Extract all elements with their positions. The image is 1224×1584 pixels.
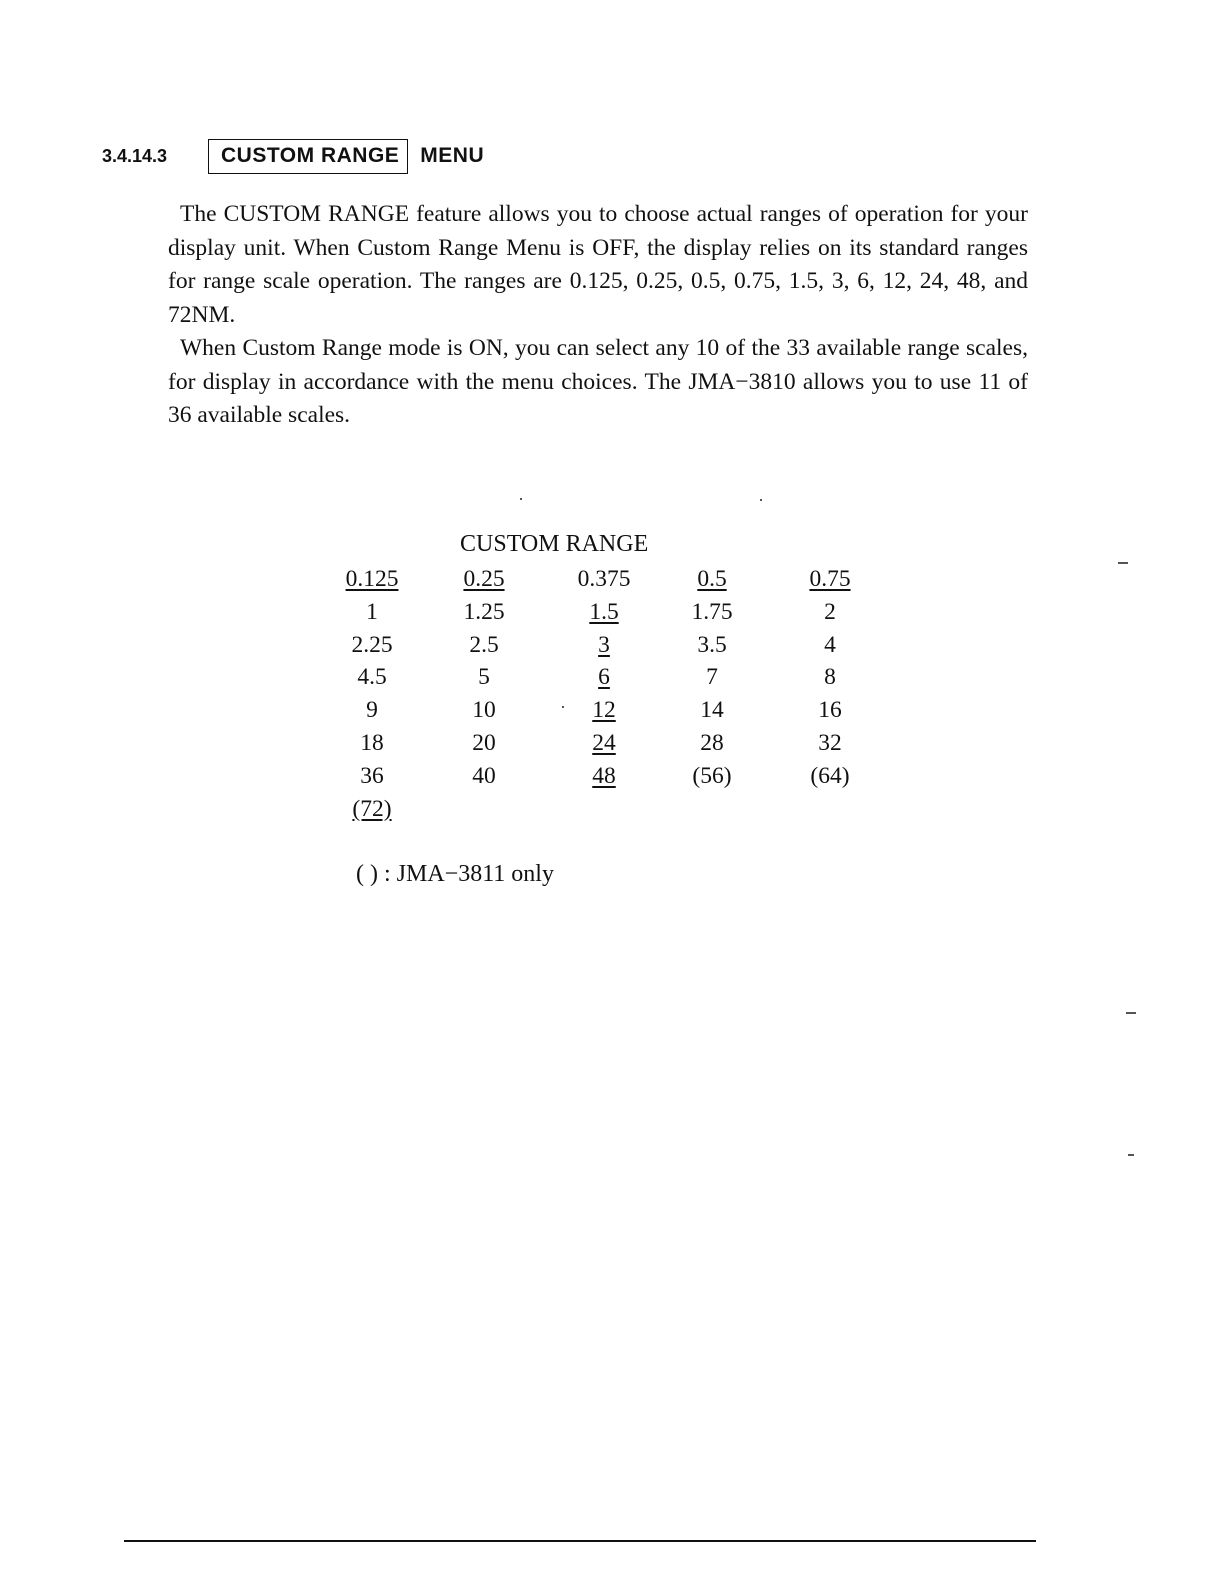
range-cell bbox=[444, 760, 524, 793]
range-value: 3 bbox=[598, 631, 610, 658]
range-row bbox=[332, 596, 872, 629]
range-cell bbox=[332, 727, 412, 760]
range-value: 2 bbox=[824, 598, 836, 625]
range-row bbox=[332, 563, 872, 596]
scan-speck bbox=[1126, 1012, 1136, 1014]
range-row bbox=[332, 727, 872, 760]
section-number: 3.4.14.3 bbox=[102, 145, 168, 166]
range-row bbox=[332, 629, 872, 662]
custom-range-table bbox=[332, 563, 872, 825]
range-cell bbox=[790, 694, 870, 727]
range-row bbox=[332, 661, 872, 694]
range-cell bbox=[790, 661, 870, 694]
range-cell bbox=[672, 760, 752, 793]
range-cell bbox=[672, 596, 752, 629]
range-value: 18 bbox=[360, 729, 384, 756]
range-cell bbox=[332, 563, 412, 596]
range-cell bbox=[332, 694, 412, 727]
range-value: 3.5 bbox=[697, 631, 727, 658]
range-row bbox=[332, 793, 872, 826]
range-value: 4 bbox=[824, 631, 836, 658]
menu-word: MENU bbox=[420, 144, 485, 167]
range-value: 28 bbox=[700, 729, 724, 756]
range-value: 1 bbox=[366, 598, 378, 625]
range-value: 48 bbox=[592, 762, 616, 789]
range-cell bbox=[790, 727, 870, 760]
paragraph-custom-range-off: The CUSTOM RANGE feature allows you to choose actual ranges of operation for your display unit. When Custom Range Menu is OFF, the display relies on its standard ranges for range scale operation. The ranges are 0.125, 0.25, 0.5, 0.75, 1.5, 3, 6, 12, 24, 48, and 72NM. bbox=[168, 201, 1028, 328]
range-value: (64) bbox=[810, 762, 850, 789]
custom-range-table-title: CUSTOM RANGE bbox=[460, 531, 649, 557]
range-cell bbox=[564, 727, 644, 760]
range-cell bbox=[790, 596, 870, 629]
range-value: 7 bbox=[706, 664, 718, 691]
footer-rule bbox=[124, 1540, 1036, 1542]
range-value: 36 bbox=[360, 762, 384, 789]
range-cell bbox=[790, 563, 870, 596]
section-heading bbox=[102, 136, 484, 176]
scan-speck bbox=[760, 499, 762, 501]
range-cell bbox=[790, 629, 870, 662]
range-cell bbox=[564, 661, 644, 694]
range-value: 40 bbox=[472, 762, 496, 789]
range-cell bbox=[332, 596, 412, 629]
scan-speck bbox=[1118, 562, 1128, 564]
range-cell bbox=[332, 793, 412, 826]
range-cell bbox=[444, 629, 524, 662]
scan-speck bbox=[1128, 1154, 1134, 1156]
range-value: 2.25 bbox=[351, 631, 393, 658]
range-value: 4.5 bbox=[357, 664, 387, 691]
jma-3811-footnote: ( ) : JMA−3811 only bbox=[356, 861, 554, 887]
range-cell bbox=[672, 727, 752, 760]
range-value: 1.75 bbox=[691, 598, 733, 625]
range-value: 10 bbox=[472, 697, 496, 724]
range-cell bbox=[564, 760, 644, 793]
paragraph-custom-range-on: When Custom Range mode is ON, you can select any 10 of the 33 available range scales, for display in accordance with the menu choices. The JMA−3810 allows you to use 11 of 36 available scales. bbox=[168, 335, 1028, 428]
range-value: 24 bbox=[592, 729, 616, 756]
range-value: 8 bbox=[824, 664, 836, 691]
range-cell bbox=[332, 661, 412, 694]
range-value: 9 bbox=[366, 697, 378, 724]
range-value: 0.75 bbox=[809, 566, 851, 592]
range-value: 2.5 bbox=[469, 631, 499, 658]
range-cell bbox=[564, 563, 644, 596]
range-cell bbox=[790, 760, 870, 793]
range-value: 16 bbox=[818, 697, 842, 724]
range-row bbox=[332, 760, 872, 793]
range-value: 12 bbox=[592, 697, 616, 724]
boxed-menu-title: CUSTOM RANGE bbox=[208, 139, 408, 174]
scan-speck bbox=[562, 706, 564, 708]
range-cell bbox=[444, 596, 524, 629]
range-cell bbox=[564, 596, 644, 629]
range-cell bbox=[444, 694, 524, 727]
range-value: 0.25 bbox=[463, 566, 505, 592]
range-value: 0.125 bbox=[345, 566, 399, 592]
range-cell bbox=[672, 629, 752, 662]
body-text bbox=[168, 198, 1028, 433]
range-value: 20 bbox=[472, 729, 496, 756]
range-cell bbox=[332, 760, 412, 793]
range-cell bbox=[564, 629, 644, 662]
range-cell bbox=[444, 727, 524, 760]
range-value: 1.25 bbox=[463, 598, 505, 625]
range-value: 0.5 bbox=[697, 566, 727, 592]
range-cell bbox=[332, 629, 412, 662]
range-row bbox=[332, 694, 872, 727]
range-value: 0.375 bbox=[577, 566, 631, 592]
range-cell bbox=[444, 563, 524, 596]
range-value: 32 bbox=[818, 729, 842, 756]
range-cell bbox=[672, 694, 752, 727]
range-cell bbox=[564, 694, 644, 727]
range-value: (72) bbox=[352, 795, 392, 822]
scan-speck bbox=[520, 498, 522, 500]
range-cell bbox=[444, 661, 524, 694]
range-value: 1.5 bbox=[589, 598, 619, 625]
range-cell bbox=[672, 563, 752, 596]
range-cell bbox=[672, 661, 752, 694]
range-value: 6 bbox=[598, 664, 610, 691]
range-value: 5 bbox=[478, 664, 490, 691]
range-value: (56) bbox=[692, 762, 732, 789]
range-value: 14 bbox=[700, 697, 724, 724]
